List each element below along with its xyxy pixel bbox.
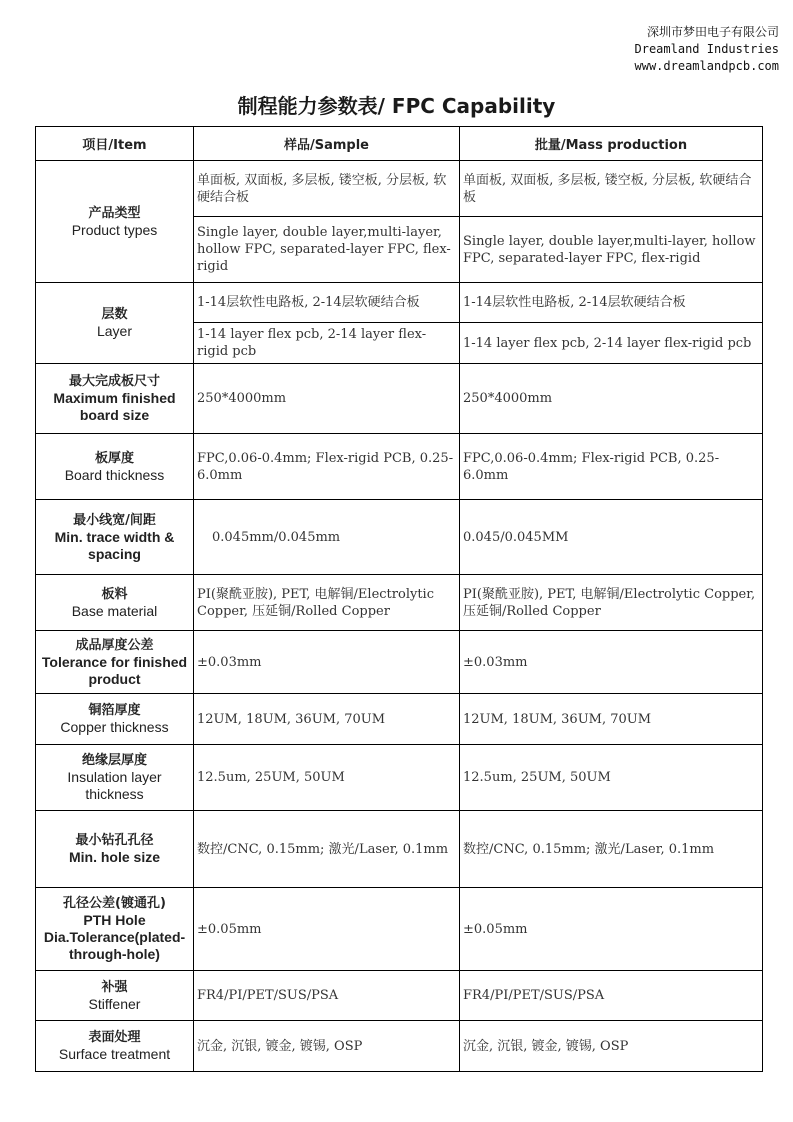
cell-sample: FPC,0.06-0.4mm; Flex-rigid PCB, 0.25-6.0mm — [194, 434, 460, 500]
cell-sample-zh: 1-14层软性电路板, 2-14层软硬结合板 — [194, 283, 460, 323]
label-en: Surface treatment — [58, 1046, 171, 1062]
table-row — [36, 283, 763, 323]
header-item: 项目/Item — [36, 127, 194, 161]
cell-sample: 12UM, 18UM, 36UM, 70UM — [194, 694, 460, 745]
label-zh: 绝缘层厚度 — [81, 753, 147, 768]
row-label-max-board — [36, 364, 194, 434]
label-zh: 板料 — [101, 586, 128, 602]
label-en: Maximum finished board size — [53, 390, 176, 423]
row-label-thickness — [36, 434, 194, 500]
cell-sample: ±0.05mm — [194, 888, 460, 971]
label-en: Product types — [71, 221, 158, 238]
row-label-stiffener — [36, 971, 194, 1021]
row-label-hole — [36, 811, 194, 888]
table-row — [36, 745, 763, 811]
capability-table — [35, 126, 763, 1072]
cell-mass: ±0.05mm — [460, 888, 763, 971]
label-zh: 最小线宽/间距 — [73, 512, 156, 528]
label-en: Copper thickness — [60, 719, 169, 735]
cell-sample: 沉金, 沉银, 镀金, 镀锡, OSP — [194, 1021, 460, 1072]
company-header — [635, 24, 780, 75]
label-en: Base material — [71, 602, 158, 619]
label-en: Layer — [96, 323, 133, 339]
cell-mass: 12UM, 18UM, 36UM, 70UM — [460, 694, 763, 745]
table-row — [36, 811, 763, 888]
cell-mass-en: Single layer, double layer,multi-layer, hollow FPC, separated-layer FPC, flex-rigid — [460, 217, 763, 283]
label-en: PTH Hole Dia.Tolerance(plated-through-hole) — [43, 912, 186, 962]
label-zh: 成品厚度公差 — [75, 637, 154, 653]
cell-sample: PI(聚酰亚胺), PET, 电解铜/Electrolytic Copper, 压延铜/Rolled Copper — [194, 575, 460, 631]
table-row — [36, 434, 763, 500]
cell-mass: 0.045/0.045MM — [460, 500, 763, 575]
cell-mass: 250*4000mm — [460, 364, 763, 434]
row-label-trace — [36, 500, 194, 575]
label-zh: 层数 — [101, 307, 128, 322]
cell-sample: FR4/PI/PET/SUS/PSA — [194, 971, 460, 1021]
label-zh: 最小钻孔孔径 — [75, 833, 154, 848]
table-row — [36, 694, 763, 745]
table-row — [36, 500, 763, 575]
label-zh: 产品类型 — [88, 205, 141, 221]
label-zh: 板厚度 — [94, 450, 134, 466]
label-zh: 铜箔厚度 — [88, 703, 141, 718]
cell-mass: ±0.03mm — [460, 631, 763, 694]
table-header-row — [36, 127, 763, 161]
cell-sample: 数控/CNC, 0.15mm; 激光/Laser, 0.1mm — [194, 811, 460, 888]
cell-mass-zh: 单面板, 双面板, 多层板, 镂空板, 分层板, 软硬结合板 — [460, 161, 763, 217]
table-row — [36, 971, 763, 1021]
company-name-zh: 深圳市梦田电子有限公司 — [646, 25, 779, 39]
label-zh: 表面处理 — [88, 1030, 141, 1045]
label-en: Board thickness — [64, 466, 165, 483]
label-zh: 最大完成板尺寸 — [68, 374, 160, 389]
row-label-surface — [36, 1021, 194, 1072]
table-row — [36, 364, 763, 434]
table-row — [36, 888, 763, 971]
cell-sample: ±0.03mm — [194, 631, 460, 694]
table-row — [36, 161, 763, 217]
row-label-base — [36, 575, 194, 631]
label-en: Stiffener — [88, 995, 141, 1012]
cell-mass-zh: 1-14层软性电路板, 2-14层软硬结合板 — [460, 283, 763, 323]
cell-mass: FR4/PI/PET/SUS/PSA — [460, 971, 763, 1021]
header-mass: 批量/Mass production — [460, 127, 763, 161]
company-website[interactable]: www.dreamlandpcb.com — [634, 59, 779, 73]
cell-sample: 0.045mm/0.045mm — [194, 500, 460, 575]
table-row — [36, 1021, 763, 1072]
header-sample: 样品/Sample — [194, 127, 460, 161]
table-row — [36, 575, 763, 631]
label-en: Min. hole size — [68, 849, 160, 865]
cell-mass: FPC,0.06-0.4mm; Flex-rigid PCB, 0.25-6.0mm — [460, 434, 763, 500]
row-label-pth — [36, 888, 194, 971]
label-en: Min. trace width & spacing — [54, 528, 175, 562]
cell-sample: 250*4000mm — [194, 364, 460, 434]
cell-mass: 数控/CNC, 0.15mm; 激光/Laser, 0.1mm — [460, 811, 763, 888]
cell-sample: 12.5um, 25UM, 50UM — [194, 745, 460, 811]
row-label-insulation — [36, 745, 194, 811]
cell-sample-zh: 单面板, 双面板, 多层板, 镂空板, 分层板, 软硬结合板 — [194, 161, 460, 217]
row-label-tolerance — [36, 631, 194, 694]
cell-mass: 12.5um, 25UM, 50UM — [460, 745, 763, 811]
row-label-layer — [36, 283, 194, 364]
cell-sample-en: 1-14 layer flex pcb, 2-14 layer flex-rigid pcb — [194, 323, 460, 364]
page-title: 制程能力参数表/ FPC Capability — [237, 94, 556, 118]
cell-mass: PI(聚酰亚胺), PET, 电解铜/Electrolytic Copper, 压延铜/Rolled Copper — [460, 575, 763, 631]
row-label-product-types — [36, 161, 194, 283]
cell-sample-en: Single layer, double layer,multi-layer, hollow FPC, separated-layer FPC, flex-rigid — [194, 217, 460, 283]
label-zh: 补强 — [101, 979, 128, 995]
company-name-en: Dreamland Industries — [634, 42, 779, 56]
label-en: Tolerance for finished product — [41, 653, 188, 687]
cell-mass-en: 1-14 layer flex pcb, 2-14 layer flex-rigid pcb — [460, 323, 763, 364]
row-label-copper — [36, 694, 194, 745]
cell-mass: 沉金, 沉银, 镀金, 镀锡, OSP — [460, 1021, 763, 1072]
label-en: Insulation layer thickness — [67, 769, 162, 802]
label-zh: 孔径公差(镀通孔) — [63, 896, 166, 911]
table-row — [36, 631, 763, 694]
